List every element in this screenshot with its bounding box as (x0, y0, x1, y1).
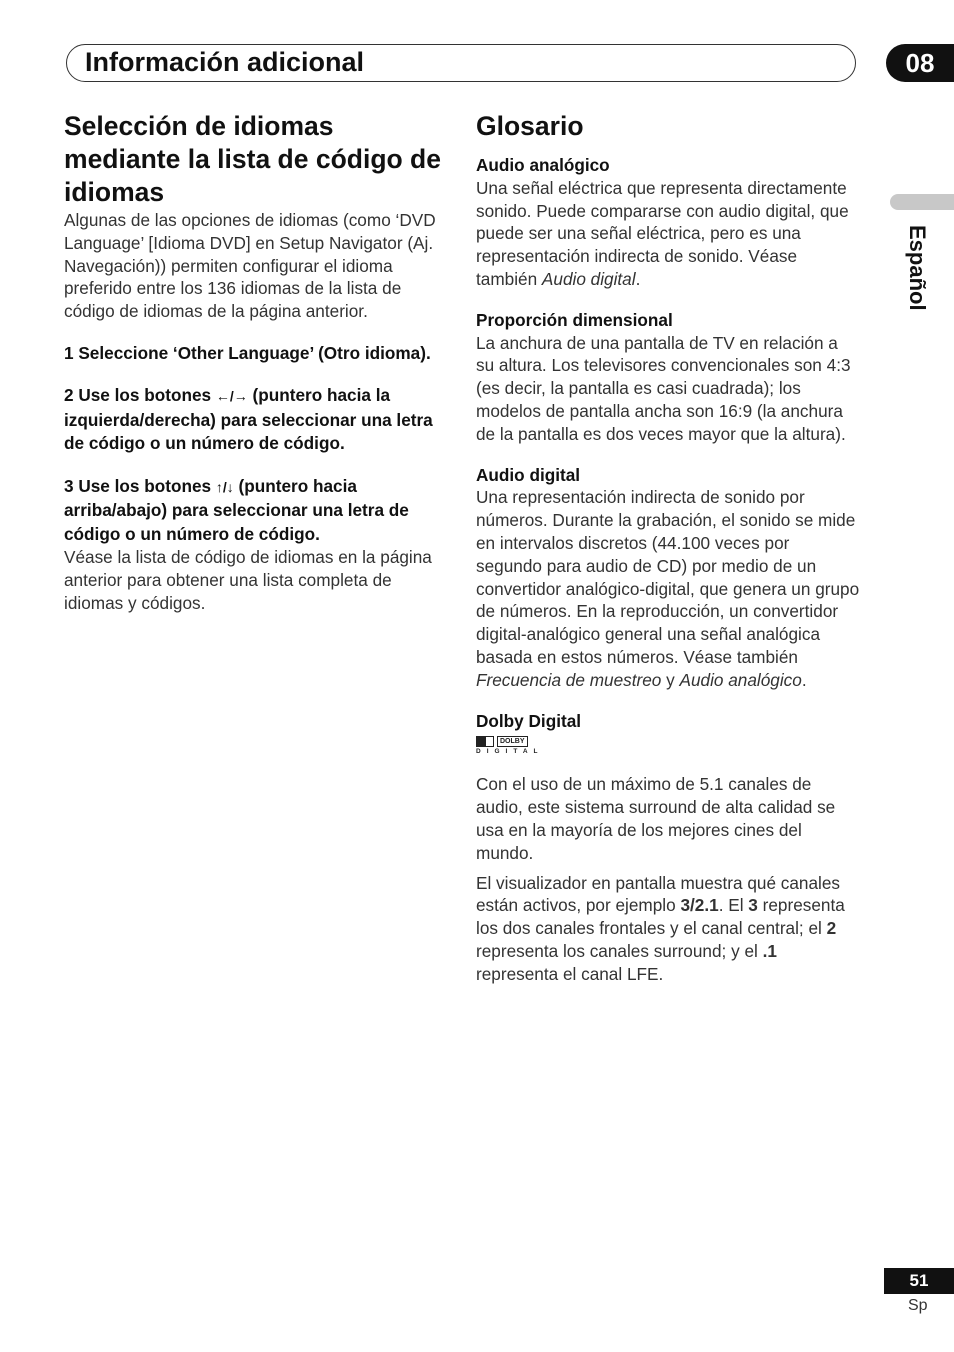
step-3-start: 3 Use los botones (64, 475, 216, 496)
step-3-note: Véase la lista de código de idiomas en la página anterior para obtener una lista completa de idiomas y códigos. (64, 547, 432, 614)
page-number: 51 (884, 1268, 954, 1294)
up-down-arrow-icon: ↑/↓ (215, 478, 234, 495)
left-column (64, 110, 448, 615)
left-right-arrow-icon: ←/→ (215, 388, 248, 405)
language-tab (890, 194, 954, 210)
section-title: Información adicional (85, 47, 365, 77)
def-proporcion-dimensional: La anchura de una pantalla de TV en relación a su altura. Los televisores convencionales son 4:3 (es decir, la pantalla es casi cuadrada); los modelos de pantalla ancha son 16:9 (la anchura de la pantalla es dos veces mayor que la altura). (476, 332, 851, 444)
step-2-start: 2 Use los botones (64, 385, 216, 406)
dolby-logo-word: DOLBY (497, 736, 528, 747)
dolby-digital-logo (476, 736, 544, 756)
def-audio-digital: Una representación indirecta de sonido por números. Durante la grabación, el sonido se mide en intervalos discretos (44.100 veces por segundo para audio de CD) por medio de un convertidor analógico-digital, que genera un grupo de números. En la reproducción, un convertidor digital-analógico general una señal analógica basada en estos números. Véase también Frecuencia de muestreo y Audio analógico. (476, 487, 860, 690)
term-audio-analogico: Audio analógico (476, 155, 610, 175)
step-2 (64, 384, 448, 456)
glossary-heading: Glosario (476, 111, 584, 141)
step-2-end: (puntero hacia la izquierda/derecha) para seleccionar una letra de código o un número de código. (64, 385, 433, 454)
def-dolby-paragraph-1: Con el uso de un máximo de 5.1 canales de audio, este sistema surround de alta calidad se usa en la mayoría de los mejores cines del mundo. (476, 774, 836, 863)
term-dolby-digital: Dolby Digital (476, 710, 582, 731)
term-audio-digital: Audio digital (476, 464, 581, 485)
step-1: 1 Seleccione ‘Other Language’ (Otro idioma). (64, 342, 431, 363)
left-heading: Selección de idiomas mediante la lista de código de idiomas (64, 111, 441, 207)
chapter-badge: 08 (886, 44, 954, 82)
step-3-end: (puntero hacia arriba/abajo) para seleccionar una letra de código o un número de código. (64, 475, 409, 544)
def-dolby-paragraph-2: El visualizador en pantalla muestra qué canales están activos, por ejemplo 3/2.1. El 3 representa los dos canales frontales y el canal central; el 2 representa los canales surround; y el .1 representa el canal LFE. (476, 872, 845, 984)
term-proporcion-dimensional: Proporción dimensional (476, 309, 673, 330)
def-audio-analogico: Una señal eléctrica que representa directamente sonido. Puede compararse con audio digital, que puede ser una señal eléctrica, pero es una representación indirecta de sonido. Véase también Audio digital. (476, 177, 849, 289)
language-code: Sp (908, 1297, 928, 1314)
intro-paragraph: Algunas de las opciones de idiomas (como ‘DVD Language’ [Idioma DVD] en Setup Navigator (Aj. Navegación)) permiten configurar el idioma preferido entre los 136 idiomas de la lista de código de idiomas de la página anterior. (64, 210, 436, 322)
double-d-icon (476, 736, 494, 747)
dolby-logo-subtext: DIGITAL (476, 748, 544, 756)
language-label: Español (905, 225, 930, 311)
step-3 (64, 475, 448, 547)
section-header-bar (66, 44, 856, 82)
glossary-column (476, 110, 860, 986)
